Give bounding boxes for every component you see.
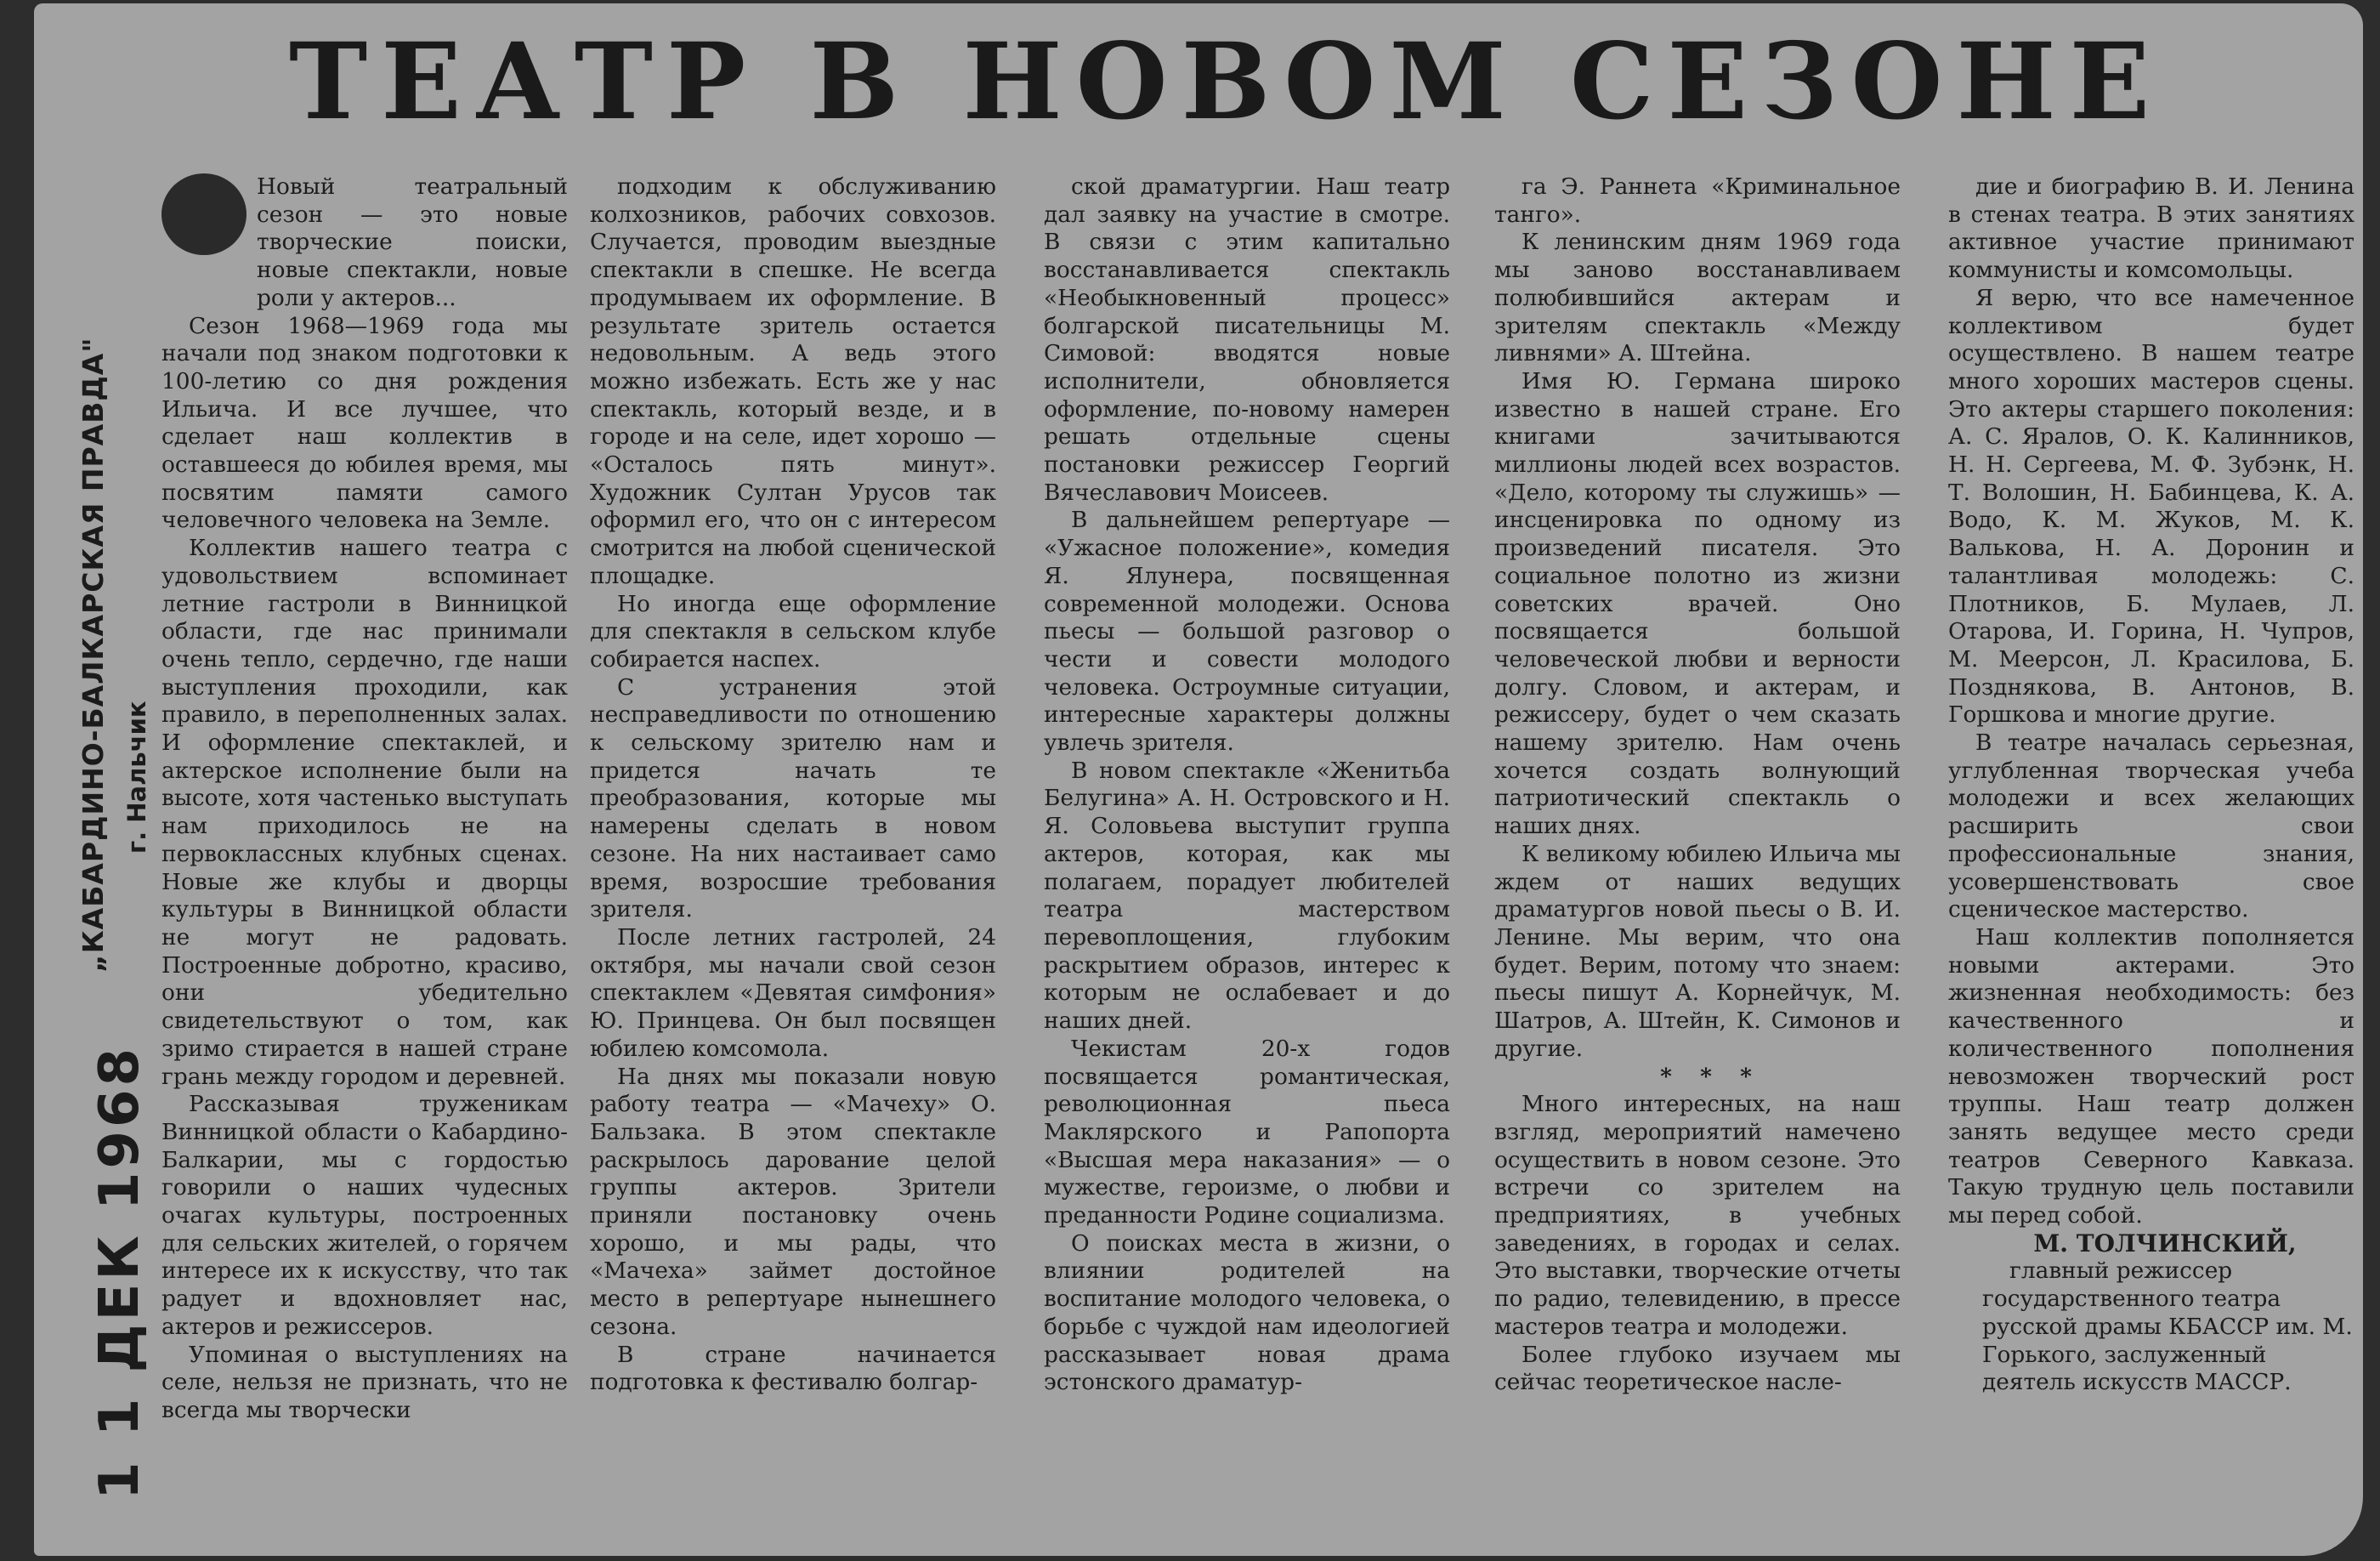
- author-name: М. ТОЛЧИНСКИЙ,: [2033, 1229, 2297, 1257]
- paragraph: Упоминая о выступлениях на селе, нельзя не признать, что не всегда мы творчески: [162, 1341, 568, 1423]
- paragraph: К ленинским дням 1969 года мы заново восстанавливаем полюбившийся актерам и зрителям спектакль «Между ливнями» А. Штейна.: [1494, 229, 1901, 367]
- article-column-1: [162, 173, 568, 1542]
- paragraph: Имя Ю. Германа широко известно в нашей стране. Его книгами зачитываются миллионы людей всех возрастов. «Дело, которому ты служишь» — инсценировка по одному из произведений писателя. Это социальное полотно из жизни советских врачей. Оно посвящается большой человеческой любви и верности долгу. Словом, и актерам, и режиссеру, будет о чем сказать нашему зрителю. Нам очень хочется создать волнующий патриотический спектакль о наших днях.: [1494, 367, 1901, 840]
- section-separator: * * *: [1660, 1063, 1762, 1090]
- paragraph: Рассказывая труженикам Винницкой области о Кабардино-Балкарии, мы с гордостью говорили о наших чудесных очагах культуры, построенных для сельских жителей, о горячем интересе их к искусству, что так радует и вдохновляет нас, актеров и режиссеров.: [162, 1091, 568, 1340]
- paragraph: В дальнейшем репертуаре — «Ужасное положение», комедия Я. Ялунера, посвященная современной молодежи. Основа пьесы — большой разговор о чести и совести молодого человека. Остроумные ситуации, интересные характеры должны увлечь зрителя.: [1044, 507, 1450, 757]
- paragraph: В театре началась серьезная, углубленная творческая учеба молодежи и всех желающих расширить свои профессиональные знания, усовершенствовать свое сценическое мастерство.: [1948, 729, 2354, 923]
- paragraph: С устранения этой несправедливости по отношению к сельскому зрителю нам и придется начать те преобразования, которые мы намерены сделать в новом сезоне. На них настаивает само время, возросшие требования зрителя.: [590, 673, 996, 923]
- paragraph: К великому юбилею Ильича мы ждем от наших ведущих драматургов новой пьесы о В. И. Ленине. Мы верим, что она будет. Верим, потому что знаем: пьесы пишут А. Корнейчук, М. Шатров, А. Штейн, К. Симонов и другие.: [1494, 840, 1901, 1062]
- paragraph: Более глубоко изучаем мы сейчас теоретическое насле-: [1494, 1341, 1901, 1396]
- stamp-date: 1 1 ДЕК 1968: [88, 1044, 151, 1500]
- paragraph: В новом спектакле «Женитьба Белугина» А. Н. Островского и Н. Я. Соловьева выступит группа актеров, которая, как мы полагаем, порадует любителей театра мастерством перевоплощения, глубоким раскрытием образов, интерес к которым не ослабевает и до наших дней.: [1044, 757, 1450, 1035]
- paragraph: О поисках места в жизни, о влиянии родителей на воспитание молодого человека, о борьбе с чуждой нам идеологией рассказывает новая драма эстонского драматур-: [1044, 1229, 1450, 1396]
- stamp-city: г. Нальчик: [122, 701, 151, 854]
- paragraph: На днях мы показали новую работу театра — «Мачеху» О. Бальзака. В этом спектакле раскрылось дарование целой группы актеров. Зрители приняли постановку очень хорошо, и мы рады, что «Мачеха» займет достойное место в репертуаре нынешнего сезона.: [590, 1063, 996, 1340]
- article-headline: ТЕАТР В НОВОМ СЕЗОНЕ: [289, 20, 2164, 144]
- paragraph: Но иногда еще оформление для спектакля в сельском клубе собирается наспех.: [590, 590, 996, 673]
- newspaper-clipping: [34, 3, 2363, 1556]
- article-column-2: [590, 173, 996, 1542]
- article-column-3: [1044, 173, 1450, 1542]
- paragraph: Коллектив нашего театра с удовольствием вспоминает летние гастроли в Винницкой области, где нас принимали очень тепло, сердечно, где наши выступления проходили, как правило, в переполненных залах. И оформление спектаклей, и актерское исполнение были на высоте, хотя частенько выступать нам приходилось не на первоклассных клубных сценах. Новые же клубы и дворцы культуры в Винницкой области не могут не радовать. Построенные добротно, красиво, они убедительно свидетельствуют о том, как зримо стирается в нашей стране грань между городом и деревней.: [162, 535, 568, 1090]
- paragraph: подходим к обслуживанию колхозников, рабочих совхозов. Случается, проводим выездные спектакли в спешке. Не всегда продумываем их оформление. В результате зритель остается недовольным. А ведь этого можно избежать. Есть же у нас спектакль, который везде, и в городе и на селе, идет хорошо — «Осталось пять минут». Художник Султан Урусов так оформил его, что он с интересом смотрится на любой сценической площадке.: [590, 173, 996, 589]
- paragraph: Много интересных, на наш взгляд, мероприятий намечено осуществить в новом сезоне. Это встречи со зрителем на предприятиях, в учебных заведениях, в городах и селах. Это выставки, творческие отчеты по радио, телевидению, в прессе мастеров театра и молодежи.: [1494, 1091, 1901, 1340]
- archive-stamp: [44, 337, 172, 1556]
- article-column-4: [1494, 173, 1901, 1542]
- stamp-source: „КАБАРДИНО-БАЛКАРСКАЯ ПРАВДА": [76, 337, 110, 973]
- paragraph: Чекистам 20-х годов посвящается романтическая, революционная пьеса Маклярского и Рапопорта «Высшая мера наказания» — о мужестве, героизме, о любви и преданности Родине социализма.: [1044, 1035, 1450, 1229]
- article-column-5: [1948, 173, 2354, 1542]
- author-title: главный режиссер государственного театра русской драмы КБАССР им. М. Горького, заслуженный деятель искусств МАССР.: [1982, 1257, 2353, 1396]
- paragraph: После летних гастролей, 24 октября, мы начали свой сезон спектаклем «Девятая симфония» Ю. Принцева. Он был посвящен юбилею комсомола.: [590, 923, 996, 1062]
- paragraph: Сезон 1968—1969 года мы начали под знаком подготовки к 100-летию со дня рождения Ильича. И все лучшее, что сделает наш коллектив в оставшееся до юбилея время, мы посвятим памяти самого человечного человека на Земле.: [162, 312, 568, 534]
- paragraph: В стране начинается подготовка к фестивалю болгар-: [590, 1341, 996, 1396]
- paragraph: Я верю, что все намеченное коллективом будет осуществлено. В нашем театре много хороших мастеров сцены. Это актеры старшего поколения: А. С. Яралов, О. К. Калинников, Н. Н. Сергеева, М. Ф. Зубэнк, Н. Т. Волошин, Н. Бабинцева, К. А. Водо, К. М. Жуков, М. К. Валькова, Н. А. Доронин и талантливая молодежь: С. Плотников, Б. Мулаев, Л. Отарова, И. Горина, Н. Чупров, М. Меерсон, Л. Красилова, Б. Позднякова, В. Антонов, В. Горшкова и многие другие.: [1948, 284, 2354, 729]
- paragraph: дие и биографию В. И. Ленина в стенах театра. В этих занятиях активное участие принимают коммунисты и комсомольцы.: [1948, 173, 2354, 284]
- paragraph: га Э. Раннета «Криминальное танго».: [1494, 173, 1901, 228]
- paragraph: Наш коллектив пополняется новыми актерами. Это жизненная необходимость: без качественного и количественного пополнения невозможен творческий рост труппы. Наш театр должен занять ведущее место среди театров Северного Кавказа. Такую трудную цель поставили мы перед собой.: [1948, 923, 2354, 1229]
- paragraph: ской драматургии. Наш театр дал заявку на участие в смотре. В связи с этим капитально восстанавливается спектакль «Необыкновенный процесс» болгарской писательницы М. Симовой: вводятся новые исполнители, обновляется оформление, по-новому намерен решать отдельные сцены постановки режиссер Георгий Вячеславович Моисеев.: [1044, 173, 1450, 506]
- paragraph: Новый театральный сезон — это новые творческие поиски, новые спектакли, новые роли у актеров...: [257, 173, 568, 311]
